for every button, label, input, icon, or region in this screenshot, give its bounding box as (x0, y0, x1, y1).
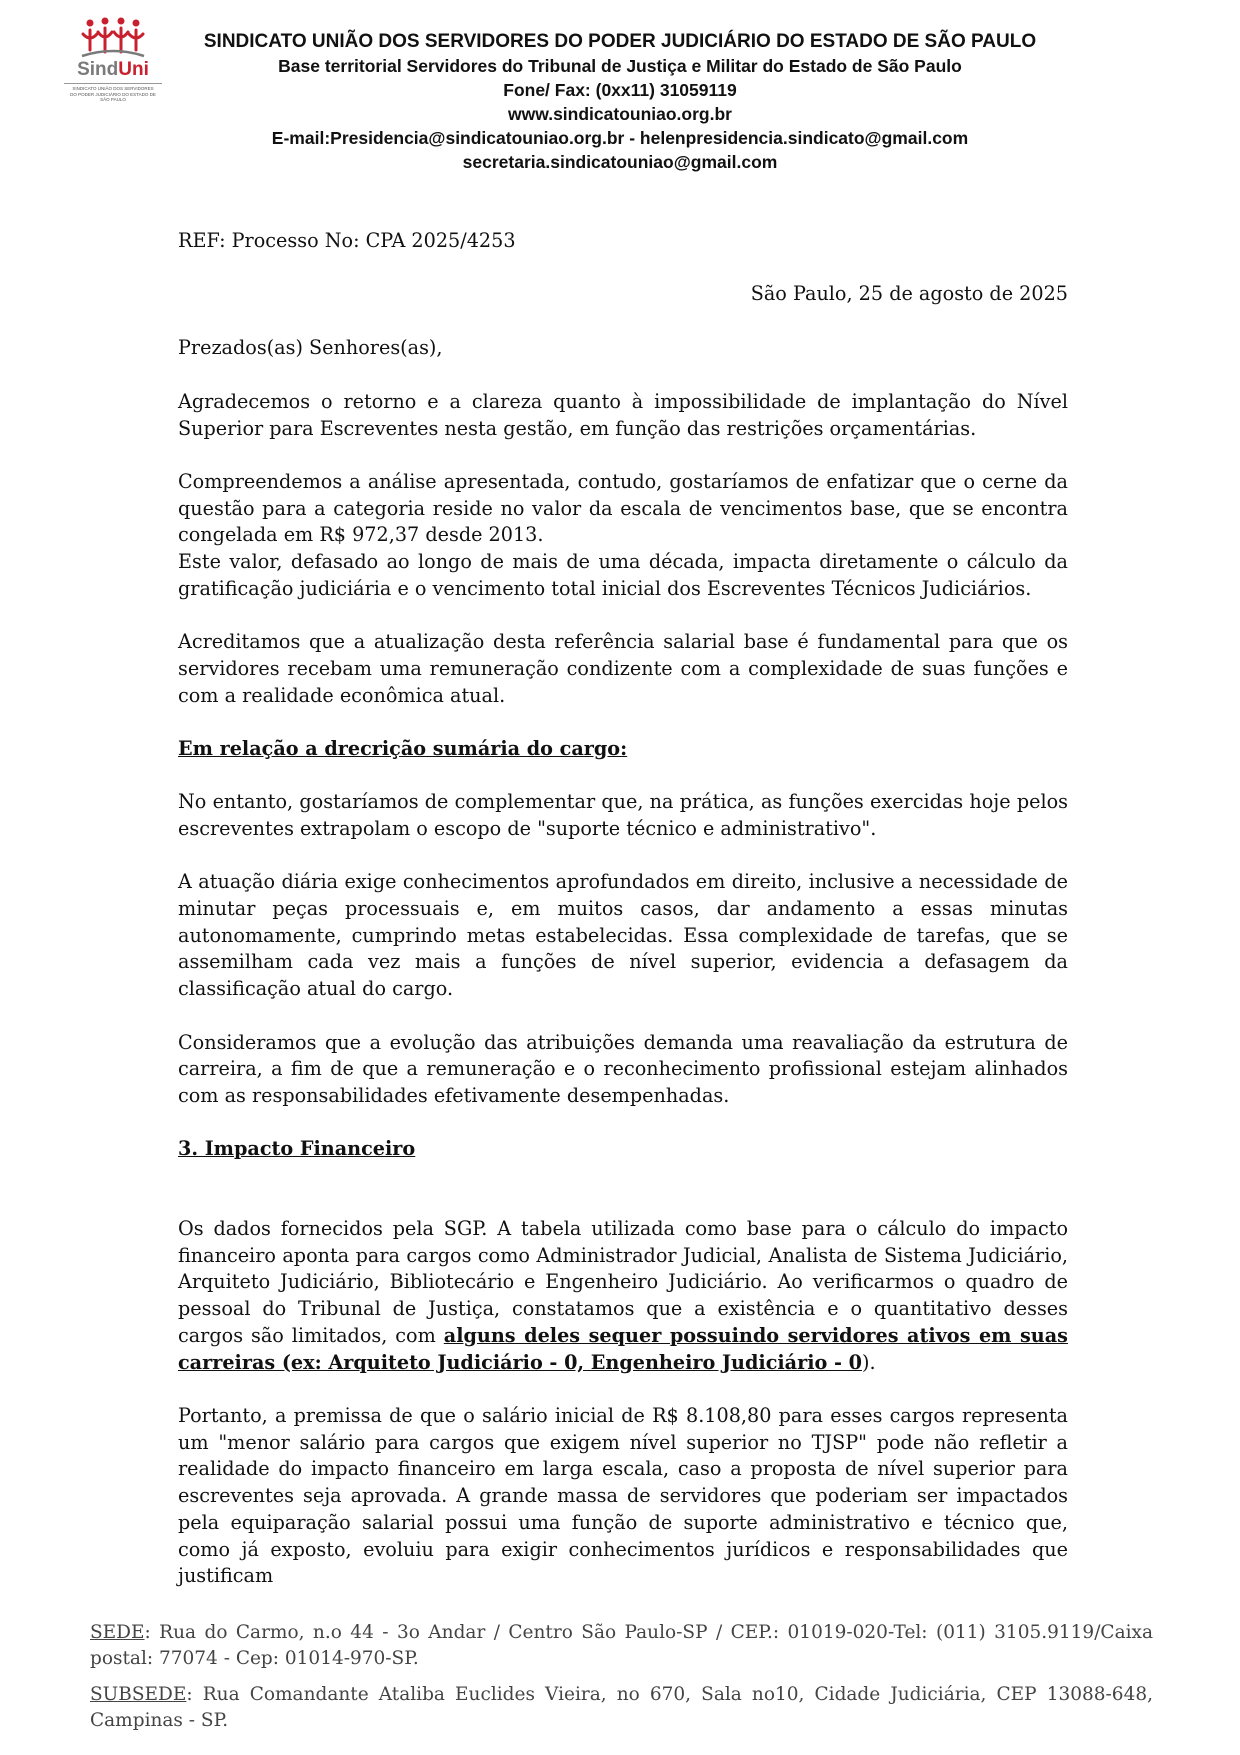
letterhead-email-secretary: secretaria.sindicatouniao@gmail.com (462, 152, 778, 172)
letterhead-phone: Fone/ Fax: (0xx11) 31059119 (503, 80, 737, 100)
paragraph-3: Este valor, defasado ao longo de mais de uma década, impacta diretamente o cálculo da gratificação judiciária e o vencimento total inicial dos Escreventes Técnicos Judiciários. (178, 550, 1068, 600)
paragraph-4: Acreditamos que a atualização desta referência salarial base é fundamental para que os servidores recebam uma remuneração condizente com a complexidade de suas funções e com a realidade econômica atual. (178, 630, 1068, 707)
letter-body (178, 228, 1068, 1590)
paragraph-1: Agradecemos o retorno e a clareza quanto à impossibilidade de implantação do Nível Superior para Escreventes nesta gestão, em função das restrições orçamentárias. (178, 389, 1068, 440)
paragraph-8: Os dados fornecidos pela SGP. A tabela utilizada como base para o cálculo do impacto financeiro aponta para cargos como Administrador Judicial, Analista de Sistema Judiciário, Arquiteto Judiciário, Bibliotecário e Engenheiro Judiciário. Ao verificarmos o quadro de pessoal do Tribunal de Justiça, constatamos que a existência e o quantitativo desses cargos são limitados, com alguns deles sequer possuindo servidores ativos em suas carreiras (ex: Arquiteto Judiciário - 0, Engenheiro Judiciário - 0). (178, 1217, 1068, 1374)
letterhead-territory: Base territorial Servidores do Tribunal de Justiça e Militar do Estado de São Paulo (278, 56, 962, 76)
letterhead (200, 30, 1040, 174)
salutation: Prezados(as) Senhores(as), (178, 336, 443, 360)
page-footer (90, 1620, 1153, 1744)
letterhead-website: www.sindicatouniao.org.br (508, 104, 732, 124)
reference-line: REF: Processo No: CPA 2025/4253 (178, 229, 516, 252)
section-heading-financial-impact: 3. Impacto Financeiro (178, 1137, 416, 1161)
footer-subsede: SUBSEDE: Rua Comandante Ataliba Euclides Vieira, no 670, Sala no10, Cidade Judiciária, CEP 13088-648, Campinas - SP. (90, 1684, 1153, 1731)
letterhead-union-name: SINDICATO UNIÃO DOS SERVIDORES DO PODER JUDICIÁRIO DO ESTADO DE SÃO PAULO (203, 31, 1037, 52)
sinduni-logo (64, 16, 162, 108)
logo-wordmark: SindUni (77, 59, 149, 80)
paragraph-2: Compreendemos a análise apresentada, contudo, gostaríamos de enfatizar que o cerne da questão para a categoria reside no valor da escala de vencimentos base, que se encontra congelada em R$ 972,37 desde 2013. (178, 469, 1068, 547)
paragraph-5: No entanto, gostaríamos de complementar que, na prática, as funções exercidas hoje pelos escreventes extrapolam o escopo de "suporte técnico e administrativo". (178, 790, 1068, 840)
paragraph-9: Portanto, a premissa de que o salário inicial de R$ 8.108,80 para esses cargos representa um "menor salário para cargos que exigem nível superior no TJSP" pode não refletir a realidade do impacto financeiro em larga escala, caso a proposta de nível superior para escreventes seja aprovada. A grande massa de servidores que poderiam ser impactados pela equiparação salarial possui uma função de suporte administrativo e técnico que, como já exposto, evoluiu para exigir conhecimentos jurídicos e responsabilidades que justificam (178, 1403, 1068, 1588)
paragraph-7: Consideramos que a evolução das atribuições demanda uma reavaliação da estrutura de carreira, a fim de que a remuneração e o reconhecimento profissional estejam alinhados com as responsabilidades efetivamente desempenhadas. (178, 1030, 1068, 1107)
paragraph-6: A atuação diária exige conhecimentos aprofundados em direito, inclusive a necessidade de minutar peças processuais e, em muitos casos, dar andamento a essas minutas autonomamente, cumprindo metas estabelecidas. Essa complexidade de tarefas, que se assemilham cada vez mais a funções de nível superior, evidencia a defasagem da classificação atual do cargo. (178, 870, 1068, 1001)
footer-sede: SEDE: Rua do Carmo, n.o 44 - 3o Andar / Centro São Paulo-SP / CEP.: 01019-020-Tel: (011) 3105.9119/Caixa postal: 77074 - Cep: 01014-970-SP. (90, 1622, 1153, 1669)
letterhead-email: E-mail:Presidencia@sindicatouniao.org.br - helenpresidencia.sindicato@gmail.com (271, 128, 969, 148)
logo-caption: SINDICATO UNIÃO DOS SERVIDORES DO PODER JUDICIÁRIO DO ESTADO DE SÃO PAULO (64, 83, 162, 103)
highlighted-statement: alguns deles sequer possuindo servidores ativos em suas carreiras (ex: Arquiteto Judiciário - 0, Engenheiro Judiciário - 0 (178, 1323, 1068, 1374)
section-heading-job-description: Em relação a drecrição sumária do cargo: (178, 736, 628, 760)
union-people-icon (78, 16, 148, 60)
date-line: São Paulo, 25 de agosto de 2025 (750, 281, 1068, 305)
